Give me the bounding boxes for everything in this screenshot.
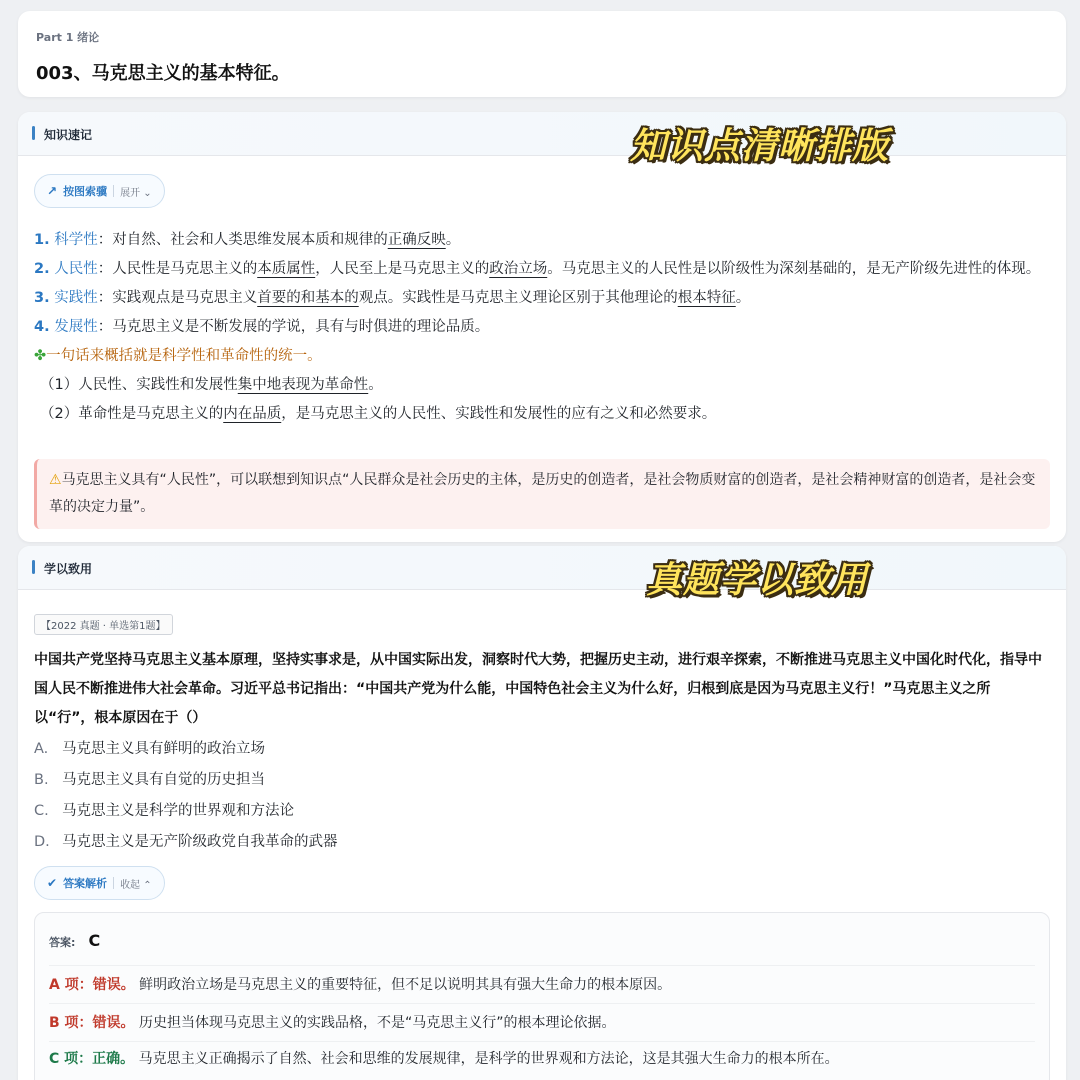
question-tag: 【2022 真题 · 单选第1题】 — [34, 614, 173, 635]
practice-section — [18, 546, 1066, 1080]
option-letter: B. — [34, 772, 49, 788]
explanation-text: 鲜明政治立场是马克思主义的重要特征，但不足以说明其具有强大生命力的根本原因。 — [139, 977, 672, 993]
item-term: 科学性 — [54, 232, 98, 248]
verdict-tag: C 项：正确。 — [49, 1051, 135, 1067]
section-accent-bar — [32, 126, 35, 140]
explanation-c — [49, 1049, 1035, 1069]
item-keyword: 首要的和基本的 — [257, 290, 359, 306]
expand-toggle[interactable]: 展开 ⌄ — [120, 187, 152, 199]
explanation-b — [49, 1013, 1035, 1033]
list-item — [34, 371, 1050, 400]
item-number: 3. — [34, 290, 50, 306]
item-keyword: 内在品质 — [223, 406, 282, 422]
item-keyword: 政治立场 — [489, 261, 548, 277]
knowledge-promo-banner: 知识点清晰排版 — [630, 126, 890, 167]
explanation-text: 马克思主义正确揭示了自然、社会和思维的发展规律，是科学的世界观和方法论，这是其强大生命力的根本所在。 — [138, 1051, 839, 1067]
item-number: 2. — [34, 261, 50, 277]
item-text: 。马克思主义的人民性是以阶级性为深刻基础的，是无产阶级先进性的体现。 — [547, 261, 1041, 277]
option-text: 马克思主义是无产阶级政党自我革命的武器 — [62, 834, 338, 850]
item-keyword: 根本特征 — [677, 290, 736, 306]
divider — [49, 1003, 1035, 1004]
option-text: 马克思主义具有鲜明的政治立场 — [62, 741, 265, 757]
list-item — [34, 313, 1050, 342]
answer-label: 答案: — [49, 936, 76, 949]
knowledge-section — [18, 112, 1066, 542]
practice-section-title: 学以致用 — [44, 562, 93, 576]
item-keyword: 集中地表现为革命性 — [237, 377, 369, 393]
item-keyword: 正确反映 — [387, 232, 446, 248]
list-item — [34, 255, 1050, 284]
item-text: 马克思主义是不断发展的学说，具有与时俱进的理论品质。 — [112, 319, 490, 335]
item-number: 1. — [34, 232, 50, 248]
practice-section-header — [18, 546, 1066, 601]
sub-item-text: （2）革命性是马克思主义的 — [40, 406, 224, 422]
explanation-text: 历史担当体现马克思主义的实践品格，不是“马克思主义行”的根本理论依据。 — [139, 1015, 616, 1031]
item-term: 人民性 — [54, 261, 98, 277]
answer-row — [49, 931, 100, 950]
verdict-tag: A 项：错误。 — [49, 977, 135, 993]
divider — [49, 1041, 1035, 1042]
divider — [113, 185, 114, 197]
list-item — [34, 400, 1050, 429]
section-accent-bar — [32, 560, 35, 574]
list-item — [34, 284, 1050, 313]
warning-text: 马克思主义具有“人民性”，可以联想到知识点“人民群众是社会历史的主体，是历史的创造者，是社会物质财富的创造者，是社会精神财富的创造者，是社会变革的决定力量”。 — [49, 472, 1036, 515]
item-colon: ： — [97, 290, 113, 306]
clover-icon: ✤ — [34, 348, 47, 364]
sub-item-text: ，是马克思主义的人民性、实践性和发展性的应有之义和必然要求。 — [281, 406, 717, 422]
check-icon: ✔ — [47, 876, 58, 890]
page-title: 003、马克思主义的基本特征。 — [36, 63, 290, 84]
answer-toggle-button[interactable] — [34, 866, 165, 900]
answer-toggle-label: 答案解析 — [63, 877, 108, 890]
practice-promo-banner: 真题学以致用 — [646, 560, 869, 601]
knowledge-body — [34, 226, 1050, 429]
divider — [113, 877, 114, 889]
option-letter: C. — [34, 803, 49, 819]
option-c[interactable] — [34, 796, 338, 827]
item-text: 观点。实践性是马克思主义理论区别于其他理论的 — [358, 290, 678, 306]
option-b[interactable] — [34, 765, 338, 796]
option-letter: A. — [34, 741, 49, 757]
options-list — [34, 734, 338, 858]
sub-item-text: （1）人民性、实践性和发展性 — [40, 377, 238, 393]
item-text: 实践观点是马克思主义 — [112, 290, 258, 306]
knowledge-section-header — [18, 112, 1066, 167]
verdict-tag: B 项：错误。 — [49, 1015, 135, 1031]
knowledge-section-title: 知识速记 — [44, 128, 93, 142]
warning-callout — [34, 459, 1050, 529]
item-text: 人民性是马克思主义的 — [112, 261, 258, 277]
summary-text: 一句话来概括就是科学性和革命性的统一。 — [46, 348, 322, 364]
option-a[interactable] — [34, 734, 338, 765]
warning-icon: ⚠ — [49, 472, 62, 488]
item-keyword: 本质属性 — [257, 261, 316, 277]
part-label: Part 1 绪论 — [36, 31, 100, 44]
question-stem: 中国共产党坚持马克思主义基本原理，坚持实事求是，从中国实际出发，洞察时代大势，把握历史主动，进行艰辛探索，不断推进马克思主义中国化时代化，指导中国人民不断推进伟大社会革命。习近平总书记指出：“中国共产党为什么能，中国特色社会主义为什么好，归根到底是因为马克思主义行！”马克思主义之所以“行”，根本原因在于（） — [34, 652, 1042, 726]
mindmap-toggle-label: 按图索骥 — [63, 185, 108, 198]
item-term: 发展性 — [54, 319, 98, 335]
summary-line — [34, 342, 1050, 371]
collapse-toggle[interactable]: 收起 ⌃ — [120, 879, 152, 891]
sub-item-text: 。 — [368, 377, 383, 393]
item-number: 4. — [34, 319, 50, 335]
answer-analysis-box — [34, 912, 1050, 1080]
item-text: 。 — [735, 290, 751, 306]
divider — [49, 965, 1035, 966]
item-text: ，人民至上是马克思主义的 — [315, 261, 490, 277]
arrow-up-right-icon: ↗ — [47, 184, 58, 198]
item-colon: ： — [97, 319, 113, 335]
item-colon: ： — [97, 232, 113, 248]
item-term: 实践性 — [54, 290, 98, 306]
item-text: 。 — [445, 232, 461, 248]
option-letter: D. — [34, 834, 50, 850]
item-colon: ： — [97, 261, 113, 277]
item-text: 对自然、社会和人类思维发展本质和规律的 — [112, 232, 388, 248]
list-item — [34, 226, 1050, 255]
option-text: 马克思主义具有自觉的历史担当 — [62, 772, 265, 788]
header-card — [18, 11, 1066, 97]
mindmap-toggle-button[interactable] — [34, 174, 165, 208]
option-text: 马克思主义是科学的世界观和方法论 — [62, 803, 294, 819]
answer-value: C — [88, 931, 101, 950]
explanation-a — [49, 975, 1035, 995]
option-d[interactable] — [34, 827, 338, 858]
